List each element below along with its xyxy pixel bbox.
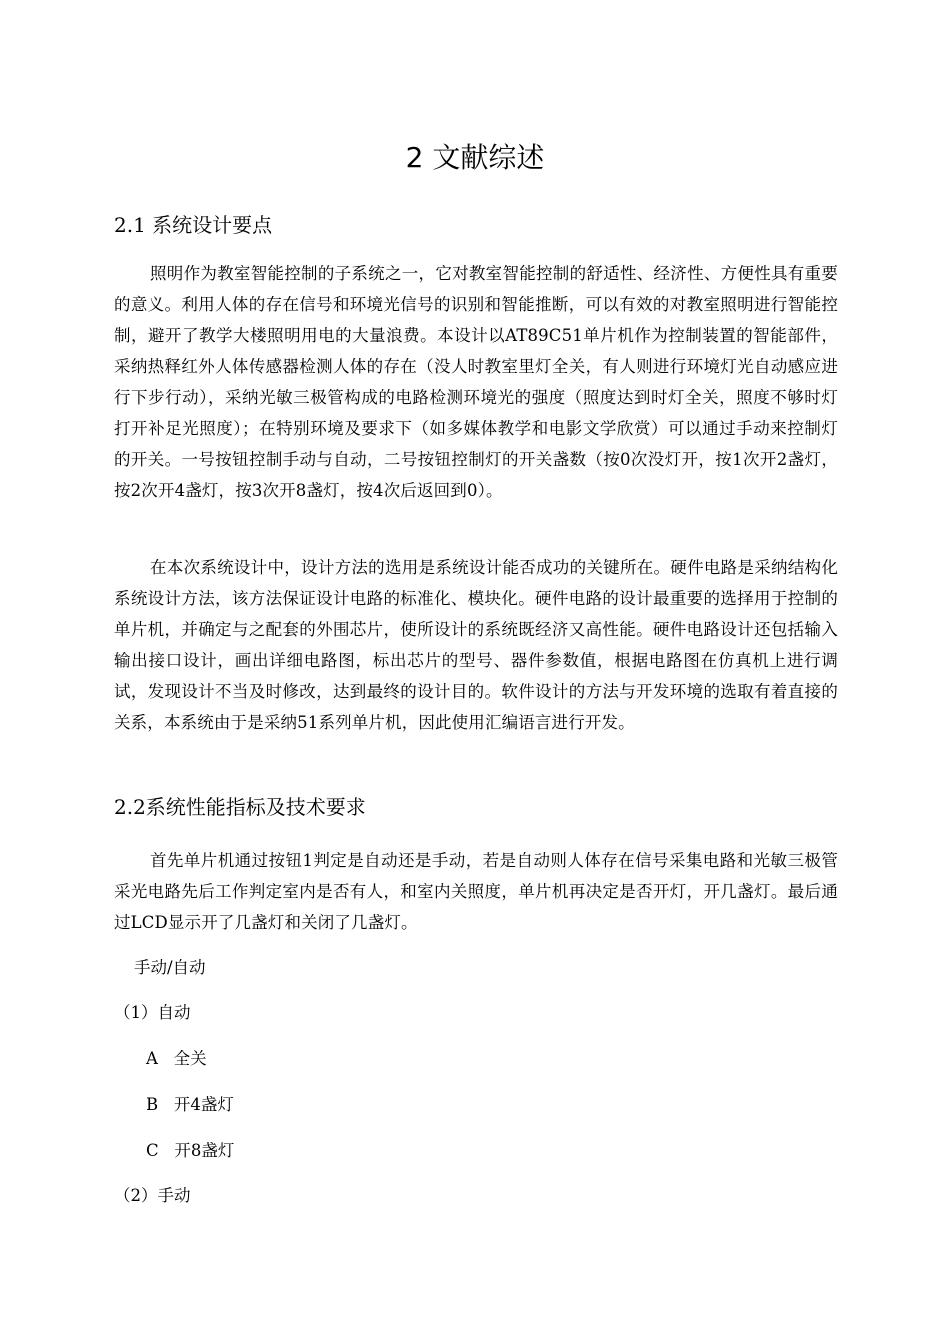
list-item-a: A 全关 — [146, 1049, 207, 1068]
mode-label: 手动/自动 — [134, 958, 206, 977]
section-heading-2-2: 2.2系统性能指标及技术要求 — [114, 795, 366, 819]
paragraph-design-overview: 照明作为教室智能控制的子系统之一，它对教室智能控制的舒适性、经济性、方便性具有重要的意义。利用人体的存在信号和环境光信号的识别和智能推断，可以有效的对教室照明进行智能控制，避开了教学大楼照明用电的大量浪费。本设计以AT89C51单片机作为控制装置的智能部件，采纳热释红外人体传感器检测人体的存在（没人时教室里灯全关，有人则进行环境灯光自动感应进行下步行动），采纳光敏三极管构成的电路检测环境光的强度（照度达到时灯全关，照度不够时灯打开补足光照度）；在特别环境及要求下（如多媒体教学和电影文学欣赏）可以通过手动来控制灯的开关。一号按钮控制手动与自动，二号按钮控制灯的开关盏数（按0次没灯开，按1次开2盏灯，按2次开4盏灯，按3次开8盏灯，按4次后返回到0）。 — [114, 264, 838, 500]
list-item-manual: （2）手动 — [114, 1186, 191, 1205]
paragraph-design-method: 在本次系统设计中，设计方法的选用是系统设计能否成功的关键所在。硬件电路是采纳结构化系统设计方法，该方法保证设计电路的标准化、模块化。硬件电路的设计最重要的选择用于控制的单片机，并确定与之配套的外围芯片，使所设计的系统既经济又高性能。硬件电路设计还包括输入输出接口设计，画出详细电路图，标出芯片的型号、器件参数值，根据电路图在仿真机上进行调试，发现设计不当及时修改，达到最终的设计目的。软件设计的方法与开发环境的选取有着直接的关系，本系统由于是采纳51系列单片机，因此使用汇编语言进行开发。 — [114, 558, 838, 732]
section-heading-2-1: 2.1 系统设计要点 — [114, 213, 273, 237]
list-item-c: C 开8盏灯 — [146, 1141, 235, 1160]
chapter-title: 2 文献综述 — [405, 141, 545, 174]
list-item-b: B 开4盏灯 — [146, 1095, 234, 1114]
list-item-auto: （1）自动 — [114, 1003, 191, 1022]
paragraph-performance: 首先单片机通过按钮1判定是自动还是手动，若是自动则人体存在信号采集电路和光敏三极管采光电路先后工作判定室内是否有人，和室内关照度，单片机再决定是否开灯，开几盏灯。最后通过LCD显示开了几盏灯和关闭了几盏灯。 — [114, 851, 838, 932]
